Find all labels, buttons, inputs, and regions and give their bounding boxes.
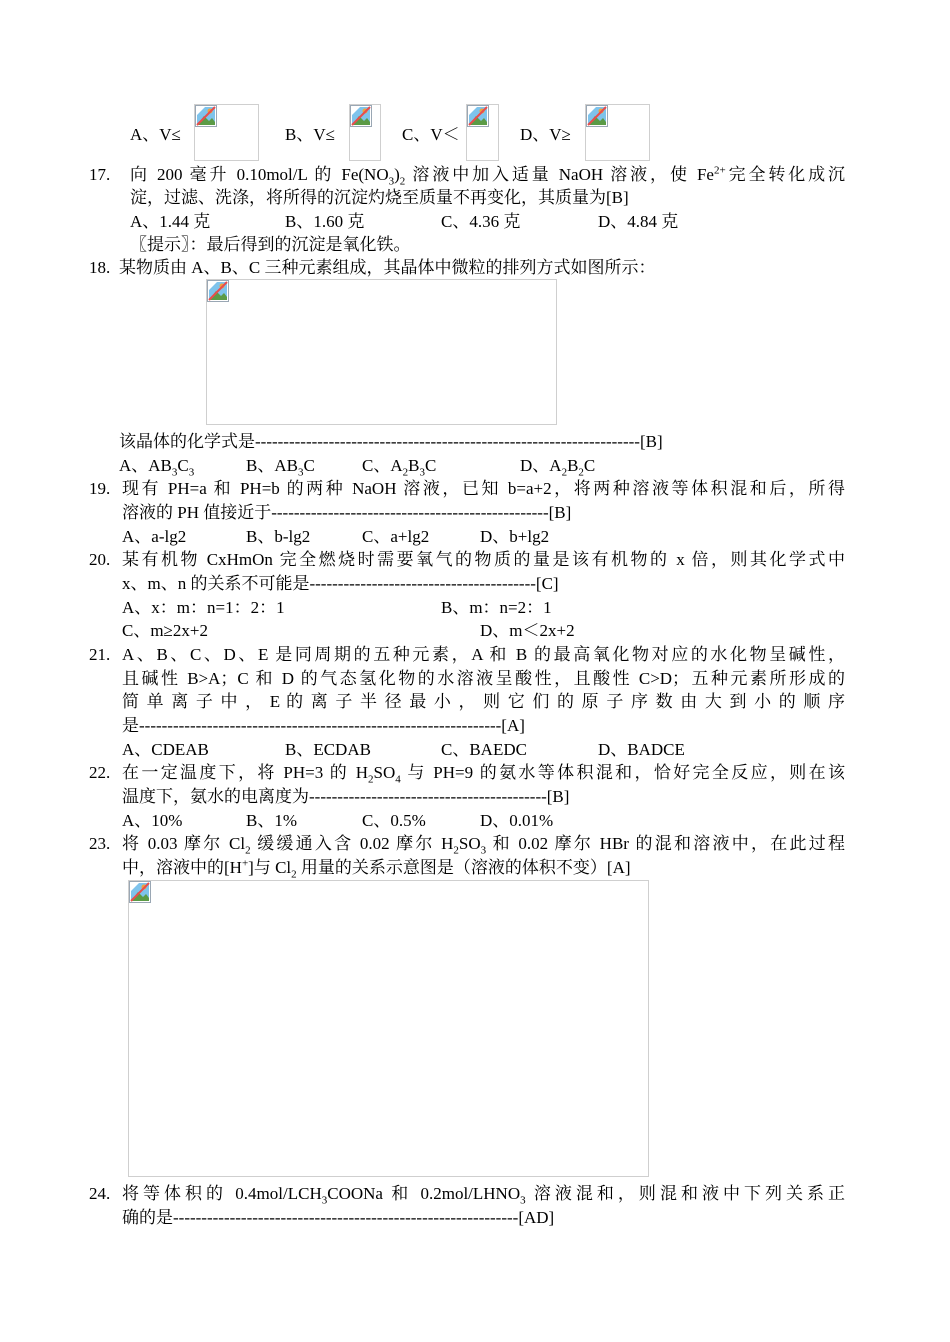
q22-text-line1: 在一定温度下，将 PH=3 的 $H_2SO_4$ 与 PH=9 的氨水等体积混和，恰好完全反应，则在该 <box>122 763 845 786</box>
q17-text-line1: 向 200 毫升 0.10mol/L 的 $Fe(NO_3)_2$ 溶液中加入适量 NaOH 溶液，使 $Fe^{2+}$完全转化成沉 <box>130 164 846 188</box>
q22-number: 22. <box>89 763 111 782</box>
q19-option-a: A、a-lg2 <box>122 527 187 546</box>
q20-option-c: C、m≥2x+2 <box>122 621 208 640</box>
q22-option-c: C、0.5% <box>362 811 426 830</box>
q17-hint: 〖提示〗：最后得到的沉淀是氧化铁。 <box>130 235 411 254</box>
q19-option-b: B、b-lg2 <box>246 527 311 546</box>
q24-text-line2: 确的是-------------------------------------------------------------[AD] <box>122 1208 555 1227</box>
broken-image-icon <box>350 105 372 127</box>
q19-text-line2: 溶液的 PH 值接近于-------------------------------------------------[B] <box>122 503 572 522</box>
q16-option-d: D、V≥ <box>520 125 571 144</box>
q18-option-b: B、$AB_3C$ <box>246 456 315 479</box>
q21-option-a: A、CDEAB <box>122 740 209 759</box>
q21-text-line3: 简 单 离 子 中 ， E 的 离 子 半 径 最 小 ， 则 它 们 的 原 子 序 数 由 大 到 小 的 顺 序 <box>122 692 845 711</box>
q21-text-line4: 是----------------------------------------------------------------[A] <box>122 716 525 735</box>
q24-number: 24. <box>89 1184 111 1203</box>
q24-text-line1: 将等体积的 $0.4mol/LCH_3COONa$ 和 $0.2mol/LHNO_3$ 溶液混和，则混和液中下列关系正 <box>122 1184 846 1207</box>
q19-option-d: D、b+lg2 <box>480 527 550 546</box>
q22-option-b: B、1% <box>246 811 297 830</box>
q18-formula-line: 该晶体的化学式是--------------------------------------------------------------------[B] <box>119 432 663 451</box>
q23-graph-image <box>128 880 649 1177</box>
q22-option-d: D、0.01% <box>480 811 554 830</box>
q19-text-line1: 现有 PH=a 和 PH=b 的两种 NaOH 溶液，已知 b=a+2，将两种溶液等体积混和后，所得 <box>122 479 845 498</box>
q16-option-a-image <box>194 104 259 161</box>
q20-text-line2: x、m、n 的关系不可能是----------------------------------------[C] <box>122 574 559 593</box>
q21-text-line2: 且碱性 B>A；C 和 D 的气态氢化物的水溶液呈酸性，且酸性 C>D；五种元素所形成的 <box>122 669 845 688</box>
q21-option-d: D、BADCE <box>598 740 685 759</box>
q16-option-c-image <box>466 104 499 161</box>
q16-option-b-image <box>349 104 381 161</box>
broken-image-icon <box>586 105 608 127</box>
q18-option-c: C、$A_2B_3C$ <box>362 456 437 479</box>
broken-image-icon <box>207 280 229 302</box>
q17-text-line2: 淀，过滤、洗涤，将所得的沉淀灼烧至质量不再变化，其质量为[B] <box>130 188 629 207</box>
q23-number: 23. <box>89 834 111 853</box>
q18-option-d: D、$A_2B_2C$ <box>520 456 596 479</box>
q17-number: 17. <box>89 165 111 184</box>
q21-option-b: B、ECDAB <box>285 740 371 759</box>
q18-number: 18. <box>89 258 111 277</box>
q23-text-line1: 将 0.03 摩尔 $Cl_2$ 缓缓通入含 0.02 摩尔 $H_2SO_3$ 和 0.02 摩尔 HBr 的混和溶液中，在此过程 <box>122 834 846 857</box>
q21-option-c: C、BAEDC <box>441 740 527 759</box>
q23-text-line2: 中，溶液中的[H+]与 $Cl_2$ 用量的关系示意图是（溶液的体积不变）[A] <box>122 857 631 881</box>
q20-text-line1: 某有机物 CxHmOn 完全燃烧时需要氧气的物质的量是该有机物的 x 倍，则其化学式中 <box>122 550 845 569</box>
q17-option-a: A、1.44 克 <box>130 212 211 231</box>
q21-number: 21. <box>89 645 111 664</box>
q22-text-line2: 温度下，氨水的电离度为------------------------------------------[B] <box>122 787 570 806</box>
broken-image-icon <box>195 105 217 127</box>
q19-option-c: C、a+lg2 <box>362 527 430 546</box>
q18-option-a: A、$AB_3C_3$ <box>119 456 195 479</box>
q17-option-b: B、1.60 克 <box>285 212 365 231</box>
q20-option-b: B、m：n=2：1 <box>441 598 552 617</box>
q18-text: 某物质由 A、B、C 三种元素组成，其晶体中微粒的排列方式如图所示： <box>119 258 656 277</box>
q16-option-c: C、V＜ <box>402 125 460 144</box>
q16-option-a: A、V≤ <box>130 125 181 144</box>
q16-option-d-image <box>585 104 650 161</box>
q17-option-d: D、4.84 克 <box>598 212 679 231</box>
q17-option-c: C、4.36 克 <box>441 212 521 231</box>
q21-text-line1: A、B、C、D、E 是同周期的五种元素，A 和 B 的最高氧化物对应的水化物呈碱性， <box>122 645 845 664</box>
broken-image-icon <box>129 881 151 903</box>
broken-image-icon <box>467 105 489 127</box>
q20-option-a: A、x：m：n=1：2：1 <box>122 598 285 617</box>
q16-option-b: B、V≤ <box>285 125 335 144</box>
q22-option-a: A、10% <box>122 811 183 830</box>
q18-crystal-diagram <box>206 279 557 425</box>
q20-option-d: D、m＜2x+2 <box>480 621 575 640</box>
q19-number: 19. <box>89 479 111 498</box>
q20-number: 20. <box>89 550 111 569</box>
